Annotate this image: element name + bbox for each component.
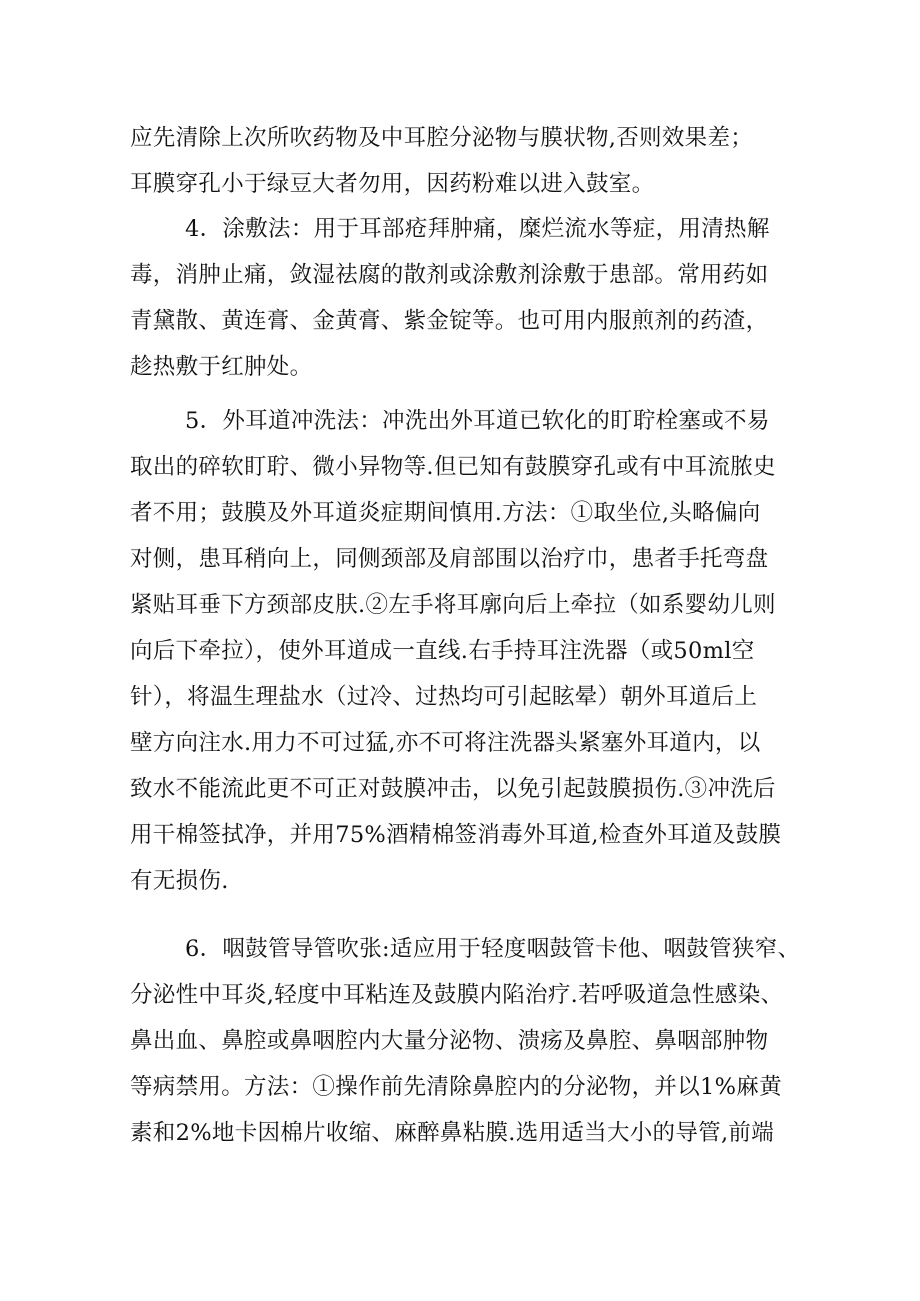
text-line: 6．咽鼓管导管吹张:适应用于轻度咽鼓管卡他、咽鼓管狭窄、: [185, 936, 801, 962]
paragraph-tu-fu-fa: [130, 206, 800, 390]
text-line: 紧贴耳垂下方颈部皮肤.②左手将耳廓向后上牵拉（如系婴幼儿则: [130, 592, 776, 618]
text-line: 壁方向注水.用力不可过猛,亦不可将注洗器头紧塞外耳道内，以: [130, 730, 761, 756]
text-line: 用干棉签拭净，并用75%酒精棉签消毒外耳道,检查外耳道及鼓膜: [130, 822, 782, 848]
text-line: 鼻出血、鼻腔或鼻咽腔内大量分泌物、溃疡及鼻腔、鼻咽部肿物: [130, 1028, 769, 1054]
text-line: 对侧，患耳稍向上，同侧颈部及肩部围以治疗巾，患者手托弯盘: [130, 546, 769, 572]
text-line: 致水不能流此更不可正对鼓膜冲击，以免引起鼓膜损伤.③冲洗后: [130, 776, 776, 802]
paragraph-ear-canal-irrigation: [130, 398, 800, 904]
text-line: 针），将温生理盐水（过冷、过热均可引起眩晕）朝外耳道后上: [130, 684, 758, 710]
text-line: 趁热敷于红肿处。: [130, 354, 313, 380]
text-line: 4．涂敷法：用于耳部疮拜肿痛，糜烂流水等症，用清热解: [185, 216, 770, 242]
text-line: 等病禁用。方法：①操作前先清除鼻腔内的分泌物，并以1%麻黄: [130, 1074, 782, 1100]
text-line: 应先清除上次所吹药物及中耳腔分泌物与膜状物,否则效果差；: [130, 125, 754, 151]
paragraph-eustachian-tube-inflation: [130, 926, 800, 1156]
text-line: 分泌性中耳炎,轻度中耳粘连及鼓膜内陷治疗.若呼吸道急性感染、: [130, 982, 784, 1008]
text-line: 5．外耳道冲洗法：冲洗出外耳道已软化的盯聍栓塞或不易: [185, 408, 770, 434]
text-line: 有无损伤.: [130, 868, 229, 894]
text-line: 毒，消肿止痛，敛湿祛腐的散剂或涂敷剂涂敷于患部。常用药如: [130, 262, 769, 288]
text-line: 取出的碎软盯聍、微小异物等.但已知有鼓膜穿孔或有中耳流脓史: [130, 454, 776, 480]
text-line: 向后下牵拉），使外耳道成一直线.右手持耳注洗器（或50ml空: [130, 638, 755, 664]
text-line: 者不用；鼓膜及外耳道炎症期间慎用.方法：①取坐位,头略偏向: [130, 500, 761, 526]
text-line: 耳膜穿孔小于绿豆大者勿用，因药粉难以进入鼓室。: [130, 171, 655, 197]
text-line: 素和2%地卡因棉片收缩、麻醉鼻粘膜.选用适当大小的导管,前端: [130, 1120, 774, 1146]
paragraph-continuation: [130, 115, 800, 207]
text-line: 青黛散、黄连膏、金黄膏、紫金锭等。也可用内服煎剂的药渣，: [130, 308, 769, 334]
